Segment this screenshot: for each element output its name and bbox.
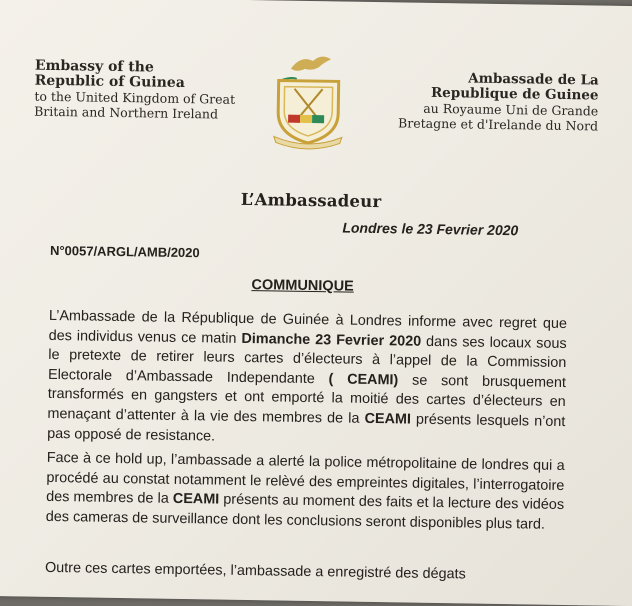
header-left-english: [34, 59, 236, 122]
p1-text-g: présents lesquels n’ont pas opposé de resistance.: [47, 411, 566, 445]
date-line: Londres le 23 Fevrier 2020: [342, 219, 519, 239]
header-right-line2: Republique de Guinee: [430, 84, 599, 104]
paragraph-3: [45, 559, 563, 587]
p2-ceami-bold: CEAMI: [172, 491, 220, 508]
guinea-coat-of-arms-icon: [260, 50, 358, 151]
reference-number: N°0057/ARGL/AMB/2020: [49, 242, 200, 261]
p3-text-a: Outre ces cartes emportées, l’ambassade a enregistré des dégats: [44, 559, 466, 583]
header-left-line2: Republic of Guinea: [34, 72, 185, 92]
p1-text-e: se sont brusquement transformés en gangsters et ont emporté la moitié des cartes d’électeurs en menaçant d’attenter à la vie des membres de la: [47, 372, 567, 427]
p2-text-a: Face à ce hold up, l’ambassade a alerté la police métropolitaine de londres qui a procédé au constat notamment le relèvé des empreintes digitales, l’interrogatoire des membres de la: [46, 449, 565, 508]
ambassador-title: L’Ambassadeur: [240, 189, 382, 212]
document-heading: COMMUNIQUE: [251, 277, 354, 295]
header-left-line1: Embassy of the: [34, 57, 154, 76]
header-right-line4: Bretagne et d'Irelande du Nord: [397, 115, 599, 134]
p1-text-c: dans ses locaux sous le pretexte de retirer leurs cartes d’électeurs à l’appel de la Commission Electorale d’Ambassade Independante: [47, 333, 567, 388]
header-right-line1: Ambassade de La: [468, 70, 599, 89]
header-left-line4: Britain and Northern Ireland: [34, 103, 219, 122]
header-right-line3: au Royaume Uni de Grande: [423, 100, 599, 119]
p1-date-bold: Dimanche 23 Fevrier 2020: [241, 330, 422, 350]
paragraph-2: [46, 449, 565, 536]
p1-ceami-bold: ( CEAMI): [328, 371, 399, 389]
p1-ceami-bold-2: CEAMI: [364, 410, 412, 428]
paragraph-1: [47, 307, 567, 452]
p2-text-c: présents au moment des faits et la lecture des vidéos des cameras de surveillance dont les conclusions seront disponibles plus tard.: [45, 491, 565, 533]
p1-text-a: L’Ambassade de la République de Guinée à Londres informe avec regret que des individus venus ce matin: [48, 307, 568, 347]
header-right-french: [398, 70, 599, 133]
header-left-line3: to the United Kingdom of Great: [34, 88, 236, 107]
